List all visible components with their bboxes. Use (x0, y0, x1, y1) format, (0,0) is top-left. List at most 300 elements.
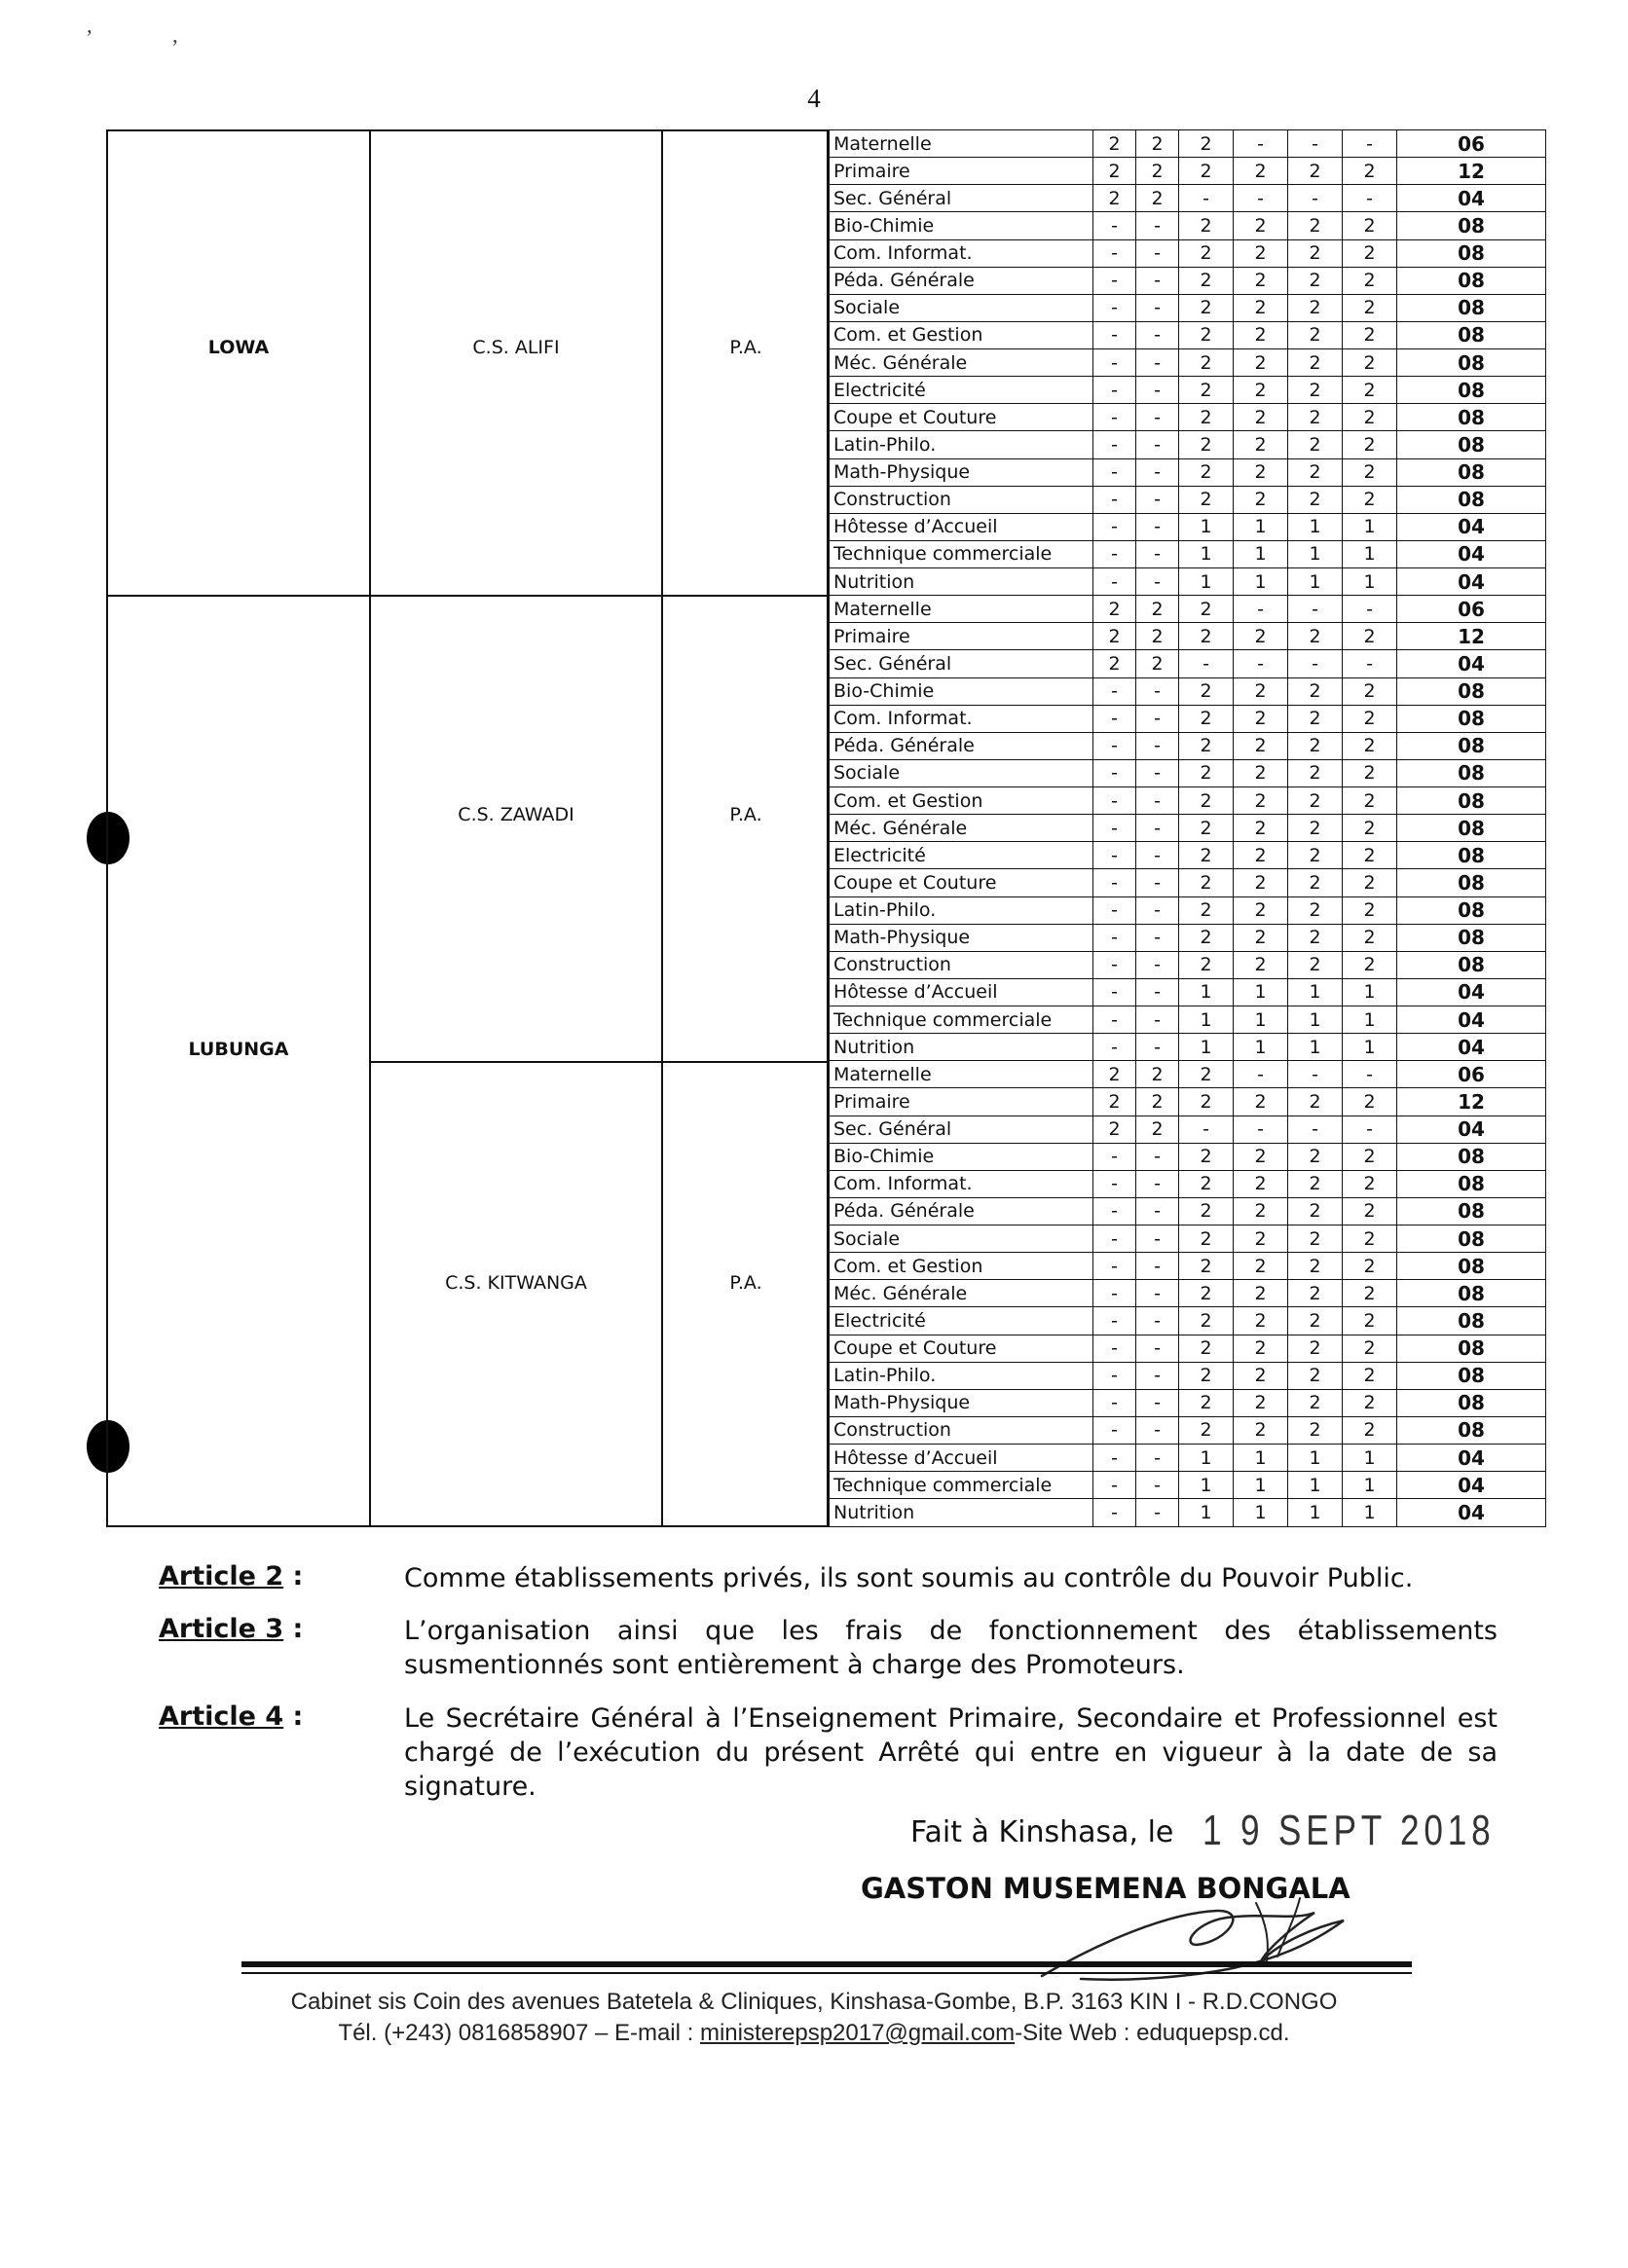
option-cell: Sec. Général (830, 1116, 1093, 1143)
corner-mark: ʼ (171, 35, 179, 59)
option-cell: Latin-Philo. (830, 1362, 1093, 1389)
count-cell: - (1093, 896, 1136, 924)
count-cell: 1 (1179, 1034, 1234, 1061)
count-cell: 2 (1343, 1416, 1397, 1444)
total-cell: 08 (1397, 869, 1546, 896)
count-cell: - (1288, 185, 1343, 212)
count-cell: - (1136, 1143, 1179, 1170)
count-cell: 1 (1343, 978, 1397, 1006)
count-cell: - (1136, 458, 1179, 486)
place-date-label: Fait à Kinshasa, le (910, 1815, 1174, 1849)
footer-contact: Tél. (+243) 0816858907 – E-mail : ministerepsp2017@gmail.com-Site Web : eduquepsp.cd. (338, 2020, 1290, 2046)
count-cell: - (1136, 677, 1179, 705)
table-row (830, 951, 1546, 978)
count-cell: 2 (1179, 321, 1234, 348)
count-cell: 2 (1234, 623, 1288, 650)
total-cell: 04 (1397, 1116, 1546, 1143)
count-cell: 1 (1288, 1499, 1343, 1527)
count-cell: 2 (1179, 294, 1234, 321)
total-cell: 08 (1397, 1143, 1546, 1170)
count-cell: 2 (1136, 158, 1179, 185)
option-cell: Coupe et Couture (830, 869, 1093, 896)
count-cell: 2 (1234, 896, 1288, 924)
table-row (830, 596, 1546, 623)
table-row (830, 540, 1546, 567)
total-cell: 08 (1397, 951, 1546, 978)
count-cell: 2 (1179, 951, 1234, 978)
count-cell: 2 (1288, 842, 1343, 869)
count-cell: - (1093, 404, 1136, 431)
total-cell: 08 (1397, 705, 1546, 732)
count-cell: 2 (1288, 1088, 1343, 1116)
table-row (830, 732, 1546, 759)
count-cell: - (1093, 294, 1136, 321)
count-cell: - (1136, 732, 1179, 759)
total-cell: 08 (1397, 896, 1546, 924)
count-cell: - (1093, 924, 1136, 951)
count-cell: 2 (1343, 294, 1397, 321)
regime-cell: P.A. (729, 804, 762, 825)
count-cell: 2 (1179, 1335, 1234, 1362)
count-cell: 2 (1179, 1307, 1234, 1335)
option-cell: Math-Physique (830, 458, 1093, 486)
count-cell: 2 (1136, 1088, 1179, 1116)
table-row (830, 1143, 1546, 1170)
count-cell: 2 (1179, 431, 1234, 458)
option-cell: Hôtesse d’Accueil (830, 513, 1093, 540)
total-cell: 08 (1397, 815, 1546, 842)
total-cell: 08 (1397, 294, 1546, 321)
count-cell: 2 (1288, 1225, 1343, 1253)
count-cell: - (1093, 540, 1136, 567)
count-cell: - (1343, 185, 1397, 212)
total-cell: 08 (1397, 267, 1546, 294)
table-row (830, 1472, 1546, 1499)
count-cell: 2 (1179, 1170, 1234, 1197)
count-cell: 2 (1136, 1061, 1179, 1088)
table-row (830, 842, 1546, 869)
count-cell: 2 (1343, 158, 1397, 185)
email-link[interactable]: ministerepsp2017@gmail.com (699, 2020, 1016, 2046)
table-row (830, 787, 1546, 815)
option-cell: Technique commerciale (830, 1006, 1093, 1034)
count-cell: - (1093, 978, 1136, 1006)
count-cell: 2 (1343, 239, 1397, 267)
count-cell: - (1093, 377, 1136, 404)
count-cell: 2 (1179, 1253, 1234, 1280)
footer-address: Cabinet sis Coin des avenues Batetela & Cliniques, Kinshasa-Gombe, B.P. 3163 KIN I - R.D.CONGO (290, 1989, 1338, 2015)
option-cell: Primaire (830, 623, 1093, 650)
school-cell: C.S. ZAWADI (458, 804, 574, 825)
count-cell: 2 (1288, 349, 1343, 377)
count-cell: - (1093, 759, 1136, 786)
option-cell: Maternelle (830, 130, 1093, 158)
table-row (830, 1335, 1546, 1362)
total-cell: 12 (1397, 158, 1546, 185)
count-cell: 2 (1179, 1416, 1234, 1444)
count-cell: 2 (1136, 623, 1179, 650)
count-cell: - (1136, 486, 1179, 513)
total-cell: 04 (1397, 513, 1546, 540)
count-cell: 2 (1343, 1307, 1397, 1335)
count-cell: 2 (1179, 924, 1234, 951)
table-row (830, 1416, 1546, 1444)
count-cell: 1 (1179, 1499, 1234, 1527)
count-cell: - (1136, 705, 1179, 732)
option-cell: Math-Physique (830, 924, 1093, 951)
count-cell: - (1136, 294, 1179, 321)
count-cell: 1 (1288, 1006, 1343, 1034)
option-cell: Nutrition (830, 1499, 1093, 1527)
table-row (830, 1253, 1546, 1280)
footer-divider (241, 1961, 1412, 1967)
territory-cell: LUBUNGA (188, 1039, 289, 1060)
count-cell: - (1234, 185, 1288, 212)
option-cell: Com. Informat. (830, 239, 1093, 267)
count-cell: - (1093, 732, 1136, 759)
option-cell: Maternelle (830, 1061, 1093, 1088)
option-cell: Com. et Gestion (830, 321, 1093, 348)
total-cell: 08 (1397, 1335, 1546, 1362)
table-row (830, 267, 1546, 294)
count-cell: 1 (1288, 568, 1343, 596)
count-cell: 1 (1343, 1472, 1397, 1499)
option-cell: Sec. Général (830, 185, 1093, 212)
table-row (830, 1307, 1546, 1335)
count-cell: 2 (1093, 130, 1136, 158)
total-cell: 04 (1397, 1006, 1546, 1034)
count-cell: - (1136, 759, 1179, 786)
count-cell: - (1234, 1061, 1288, 1088)
options-table (829, 129, 1546, 1527)
count-cell: 2 (1179, 1197, 1234, 1225)
count-cell: 1 (1179, 1006, 1234, 1034)
count-cell: 1 (1234, 1445, 1288, 1472)
count-cell: - (1136, 924, 1179, 951)
count-cell: - (1288, 1061, 1343, 1088)
count-cell: - (1136, 815, 1179, 842)
count-cell: - (1343, 596, 1397, 623)
count-cell: - (1179, 1116, 1234, 1143)
table-row (830, 404, 1546, 431)
count-cell: 2 (1234, 349, 1288, 377)
count-cell: - (1136, 1389, 1179, 1416)
total-cell: 12 (1397, 1088, 1546, 1116)
option-cell: Sociale (830, 1225, 1093, 1253)
table-row (830, 759, 1546, 786)
total-cell: 08 (1397, 1280, 1546, 1307)
article-text: L’organisation ainsi que les frais de fonctionnement des établissements susmentionnés sont entièrement à charge des Promoteurs. (404, 1616, 1498, 1680)
count-cell: 2 (1234, 212, 1288, 239)
option-cell: Hôtesse d’Accueil (830, 1445, 1093, 1472)
table-row (830, 513, 1546, 540)
table-row (830, 705, 1546, 732)
option-cell: Bio-Chimie (830, 212, 1093, 239)
count-cell: 2 (1288, 1362, 1343, 1389)
count-cell: 1 (1234, 568, 1288, 596)
count-cell: 2 (1343, 458, 1397, 486)
table-row (830, 815, 1546, 842)
count-cell: 2 (1343, 212, 1397, 239)
count-cell: 2 (1343, 1170, 1397, 1197)
option-cell: Nutrition (830, 1034, 1093, 1061)
total-cell: 08 (1397, 1170, 1546, 1197)
count-cell: 2 (1234, 158, 1288, 185)
count-cell: 2 (1234, 377, 1288, 404)
count-cell: - (1234, 130, 1288, 158)
table-row (830, 650, 1546, 677)
count-cell: - (1288, 650, 1343, 677)
count-cell: 2 (1093, 596, 1136, 623)
table-row (830, 1362, 1546, 1389)
count-cell: - (1136, 978, 1179, 1006)
count-cell: - (1136, 321, 1179, 348)
count-cell: 2 (1234, 267, 1288, 294)
count-cell: 1 (1288, 540, 1343, 567)
count-cell: 2 (1343, 1253, 1397, 1280)
count-cell: 2 (1234, 1253, 1288, 1280)
count-cell: 1 (1234, 1472, 1288, 1499)
count-cell: 2 (1093, 158, 1136, 185)
count-cell: - (1093, 267, 1136, 294)
count-cell: - (1288, 596, 1343, 623)
count-cell: - (1136, 513, 1179, 540)
count-cell: 1 (1179, 540, 1234, 567)
total-cell: 08 (1397, 239, 1546, 267)
option-cell: Electricité (830, 377, 1093, 404)
total-cell: 04 (1397, 1034, 1546, 1061)
count-cell: 2 (1179, 458, 1234, 486)
total-cell: 08 (1397, 404, 1546, 431)
table-row (830, 869, 1546, 896)
total-cell: 08 (1397, 458, 1546, 486)
table-row (830, 486, 1546, 513)
count-cell: 2 (1343, 732, 1397, 759)
count-cell: - (1093, 1445, 1136, 1472)
table-row (830, 239, 1546, 267)
total-cell: 08 (1397, 349, 1546, 377)
count-cell: 1 (1234, 513, 1288, 540)
count-cell: 2 (1288, 1170, 1343, 1197)
count-cell: 2 (1234, 924, 1288, 951)
count-cell: 1 (1288, 1445, 1343, 1472)
total-cell: 04 (1397, 568, 1546, 596)
count-cell: - (1093, 1197, 1136, 1225)
total-cell: 06 (1397, 130, 1546, 158)
count-cell: 1 (1179, 513, 1234, 540)
count-cell: 1 (1343, 568, 1397, 596)
option-cell: Méc. Générale (830, 1280, 1093, 1307)
row-divider (108, 595, 829, 597)
count-cell: - (1093, 705, 1136, 732)
count-cell: 2 (1288, 815, 1343, 842)
count-cell: - (1136, 1280, 1179, 1307)
count-cell: 1 (1179, 978, 1234, 1006)
count-cell: 2 (1234, 869, 1288, 896)
total-cell: 04 (1397, 185, 1546, 212)
count-cell: - (1093, 869, 1136, 896)
count-cell: 1 (1343, 1006, 1397, 1034)
total-cell: 08 (1397, 759, 1546, 786)
table-row (830, 623, 1546, 650)
count-cell: - (1093, 677, 1136, 705)
table-row (830, 1034, 1546, 1061)
count-cell: 1 (1343, 1499, 1397, 1527)
option-cell: Méc. Générale (830, 349, 1093, 377)
count-cell: 2 (1343, 486, 1397, 513)
total-cell: 04 (1397, 1499, 1546, 1527)
article-label: Article 3 : (159, 1614, 304, 1644)
total-cell: 06 (1397, 1061, 1546, 1088)
count-cell: 1 (1288, 513, 1343, 540)
count-cell: 2 (1179, 842, 1234, 869)
option-cell: Coupe et Couture (830, 1335, 1093, 1362)
count-cell: - (1093, 815, 1136, 842)
total-cell: 08 (1397, 321, 1546, 348)
school-cell: C.S. KITWANGA (445, 1272, 587, 1294)
count-cell: 2 (1234, 705, 1288, 732)
count-cell: 2 (1343, 896, 1397, 924)
total-cell: 08 (1397, 732, 1546, 759)
count-cell: - (1234, 650, 1288, 677)
table-row (830, 431, 1546, 458)
count-cell: - (1136, 1472, 1179, 1499)
count-cell: 1 (1343, 540, 1397, 567)
total-cell: 08 (1397, 1362, 1546, 1389)
count-cell: - (1136, 1006, 1179, 1034)
date-stamp: 1 9 SEPT 2018 (1202, 1807, 1496, 1854)
count-cell: - (1093, 568, 1136, 596)
table-row (830, 1197, 1546, 1225)
count-cell: 2 (1288, 212, 1343, 239)
count-cell: 2 (1288, 924, 1343, 951)
count-cell: 2 (1288, 321, 1343, 348)
count-cell: 1 (1179, 1472, 1234, 1499)
option-cell: Maternelle (830, 596, 1093, 623)
count-cell: 2 (1288, 404, 1343, 431)
count-cell: 2 (1234, 404, 1288, 431)
count-cell: 2 (1234, 239, 1288, 267)
total-cell: 08 (1397, 431, 1546, 458)
count-cell: - (1136, 787, 1179, 815)
count-cell: 2 (1093, 1061, 1136, 1088)
count-cell: 2 (1288, 787, 1343, 815)
count-cell: 2 (1136, 185, 1179, 212)
count-cell: 2 (1288, 1307, 1343, 1335)
count-cell: 2 (1179, 787, 1234, 815)
count-cell: - (1093, 239, 1136, 267)
table-row (830, 158, 1546, 185)
count-cell: - (1179, 650, 1234, 677)
total-cell: 08 (1397, 486, 1546, 513)
count-cell: 2 (1343, 349, 1397, 377)
count-cell: - (1093, 1143, 1136, 1170)
count-cell: 2 (1179, 404, 1234, 431)
count-cell: - (1093, 1335, 1136, 1362)
total-cell: 08 (1397, 924, 1546, 951)
option-cell: Latin-Philo. (830, 896, 1093, 924)
row-divider (369, 1061, 829, 1063)
count-cell: - (1136, 1362, 1179, 1389)
count-cell: 2 (1343, 869, 1397, 896)
table-row (830, 1170, 1546, 1197)
regime-cell: P.A. (729, 1272, 762, 1294)
count-cell: 2 (1179, 1225, 1234, 1253)
total-cell: 08 (1397, 1307, 1546, 1335)
count-cell: 2 (1288, 896, 1343, 924)
table-row (830, 1280, 1546, 1307)
count-cell: 2 (1288, 677, 1343, 705)
option-cell: Com. et Gestion (830, 787, 1093, 815)
total-cell: 08 (1397, 212, 1546, 239)
table-row (830, 677, 1546, 705)
total-cell: 12 (1397, 623, 1546, 650)
count-cell: - (1136, 1499, 1179, 1527)
count-cell: - (1136, 1170, 1179, 1197)
regime-cell: P.A. (729, 337, 762, 358)
count-cell: - (1136, 1034, 1179, 1061)
count-cell: - (1234, 1116, 1288, 1143)
count-cell: 2 (1234, 1197, 1288, 1225)
count-cell: 2 (1288, 431, 1343, 458)
count-cell: - (1136, 1335, 1179, 1362)
count-cell: 2 (1093, 650, 1136, 677)
count-cell: 2 (1288, 1143, 1343, 1170)
count-cell: - (1343, 650, 1397, 677)
total-cell: 04 (1397, 1472, 1546, 1499)
count-cell: 2 (1288, 1280, 1343, 1307)
count-cell: 2 (1234, 1362, 1288, 1389)
count-cell: 1 (1343, 1445, 1397, 1472)
total-cell: 04 (1397, 1445, 1546, 1472)
territory-cell: LOWA (207, 337, 270, 358)
footer-divider (241, 1972, 1412, 1974)
count-cell: - (1093, 787, 1136, 815)
count-cell: - (1093, 1416, 1136, 1444)
count-cell: 2 (1093, 185, 1136, 212)
count-cell: 2 (1343, 924, 1397, 951)
option-cell: Sociale (830, 759, 1093, 786)
total-cell: 04 (1397, 650, 1546, 677)
article-label: Article 4 : (159, 1701, 304, 1732)
total-cell: 06 (1397, 596, 1546, 623)
count-cell: 2 (1136, 596, 1179, 623)
table-row (830, 130, 1546, 158)
count-cell: 2 (1343, 404, 1397, 431)
count-cell: 2 (1136, 1116, 1179, 1143)
count-cell: - (1093, 1170, 1136, 1197)
count-cell: - (1288, 1116, 1343, 1143)
count-cell: - (1136, 896, 1179, 924)
option-cell: Construction (830, 951, 1093, 978)
count-cell: - (1136, 1307, 1179, 1335)
count-cell: 2 (1288, 1197, 1343, 1225)
count-cell: 2 (1288, 869, 1343, 896)
count-cell: 2 (1343, 677, 1397, 705)
table-row (830, 1389, 1546, 1416)
count-cell: 2 (1136, 130, 1179, 158)
school-table-frame (106, 129, 829, 1527)
count-cell: 1 (1179, 1445, 1234, 1472)
count-cell: - (1234, 596, 1288, 623)
count-cell: 2 (1343, 1197, 1397, 1225)
option-cell: Sociale (830, 294, 1093, 321)
count-cell: 2 (1179, 377, 1234, 404)
count-cell: 2 (1179, 677, 1234, 705)
count-cell: - (1093, 1362, 1136, 1389)
page-number: 4 (807, 84, 821, 113)
count-cell: 2 (1343, 787, 1397, 815)
